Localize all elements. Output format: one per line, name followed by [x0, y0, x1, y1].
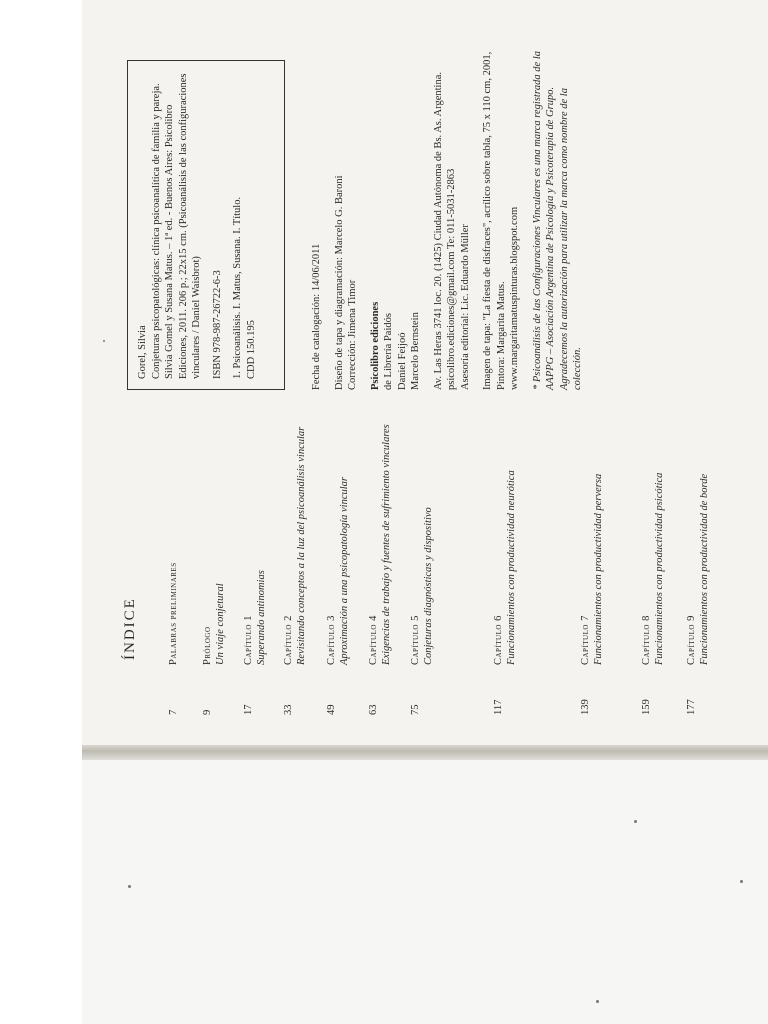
publisher-line: Daniel Feijoó [396, 332, 408, 390]
scanned-page-bottom [82, 760, 768, 1024]
entry-page-number: 63 [368, 704, 379, 715]
entry-subtitle: Funcionamientos con productividad psicótica [654, 472, 665, 665]
entry-chapter: Capítulo 6 [493, 615, 504, 665]
entry-subtitle: Revisitando conceptos a la luz del psicoanálisis vincular [296, 426, 307, 665]
scan-speck [596, 1000, 599, 1003]
entry-subtitle: Funcionamientos con productividad neurótica [506, 470, 517, 665]
credits-block [310, 50, 585, 390]
entry-subtitle: Aproximación a una psicopatología vincular [339, 476, 350, 665]
catalog-author: Gorel, Silvia [137, 325, 148, 379]
publisher-name: Psicolibro ediciones [369, 301, 381, 390]
entry-chapter: Capítulo 9 [686, 615, 697, 665]
design-credit: Diseño de tapa y diagramación: Marcelo G. Baroni [333, 175, 345, 390]
entry-page-number: 17 [243, 704, 254, 715]
entry-chapter: Capítulo 1 [243, 615, 254, 665]
entry-page-number: 159 [641, 699, 652, 715]
entry-chapter: Capítulo 7 [580, 615, 591, 665]
catalog-isbn: ISBN 978-987-26722-6-3 [211, 270, 223, 379]
index-title: ÍNDICE [122, 597, 138, 660]
correction-credit: Corrección: Jimena Timor [347, 279, 358, 390]
catalog-date: Fecha de catalogación: 14/06/2011 [311, 243, 322, 390]
entry-page-number: 139 [580, 699, 591, 715]
entry-chapter: Prólogo [202, 626, 213, 665]
entry-chapter: Capítulo 4 [368, 615, 379, 665]
entry-subtitle: Funcionamientos con productividad perversa [593, 473, 604, 665]
editorial-advisor: Asesoría editorial: Lic. Eduardo Müller [459, 224, 471, 390]
entry-page-number: 117 [493, 699, 504, 715]
entry-page-number: 33 [283, 704, 294, 715]
entry-chapter: Capítulo 5 [410, 615, 421, 665]
entry-page-number: 49 [326, 704, 337, 715]
entry-chapter: Capítulo 3 [326, 615, 337, 665]
entry-page-number: 9 [202, 709, 213, 715]
entry-chapter: Palabras preliminares [168, 562, 179, 665]
scan-speck [128, 885, 131, 888]
entry-page-number: 7 [168, 709, 179, 715]
scan-speck [634, 820, 637, 823]
painter-website: www.margaritamatuspinturas.blogspot.com [509, 206, 520, 390]
entry-chapter: Capítulo 2 [283, 615, 294, 665]
catalog-cdd: CDD 150.195 [245, 320, 257, 379]
entry-subtitle: Conjeturas diagnósticas y dispositivo [423, 507, 434, 665]
book-spine-shadow [82, 745, 768, 760]
publisher-line: de Librería Paidós [383, 313, 394, 390]
scan-speck [740, 880, 743, 883]
entry-chapter: Capítulo 8 [641, 615, 652, 665]
trademark-footnote: * Psicoanálisis de las Configuraciones Vinculares es una marca registrada de la AAPPG – Asociación Argentina de Psicología y Psicoterapia de Grupo. Agradecemos la autorización para utilizar la marca como nombre de la colección. [531, 51, 583, 390]
entry-subtitle: Un viaje conjetural [215, 583, 226, 665]
entry-subtitle: Funcionamientos con productividad de borde [699, 473, 710, 665]
cover-credit: Imagen de tapa: "La fiesta de disfraces", acrílico sobre tabla, 75 x 110 cm, 2001, Pintora: Margarita Matus. [482, 51, 507, 390]
entry-subtitle: Exigencias de trabajo y fuentes de sufrimiento vinculares [381, 424, 392, 665]
catalog-subjects: 1. Psicoanálisis. I. Matus, Susana. I. Título. [232, 196, 243, 379]
entry-page-number: 75 [410, 704, 421, 715]
entry-page-number: 177 [686, 699, 697, 715]
publisher-line: Marcelo Bernstein [410, 312, 421, 390]
publisher-address: Av. Las Heras 3741 loc. 20. (1425) Ciudad Autónoma de Bs. As. Argentina. psicolibro.ediciones@gmail.com Te: 011-5031-2863 [432, 72, 457, 390]
entry-subtitle: Superando antinomias [256, 570, 267, 665]
catalog-description: Conjeturas psicopatológicas: clínica psicoanalítica de familia y pareja. Silvia Gomel y Susana Matus. – 1ª ed. - Buenos Aires: Psicolibro Ediciones, 2011. 206 p.; 22x15 cm. (Psicoanálisis de las configuraciones vinculares / Daniel Waisbrot) [150, 73, 202, 379]
rotated-book-spread [82, 0, 768, 745]
